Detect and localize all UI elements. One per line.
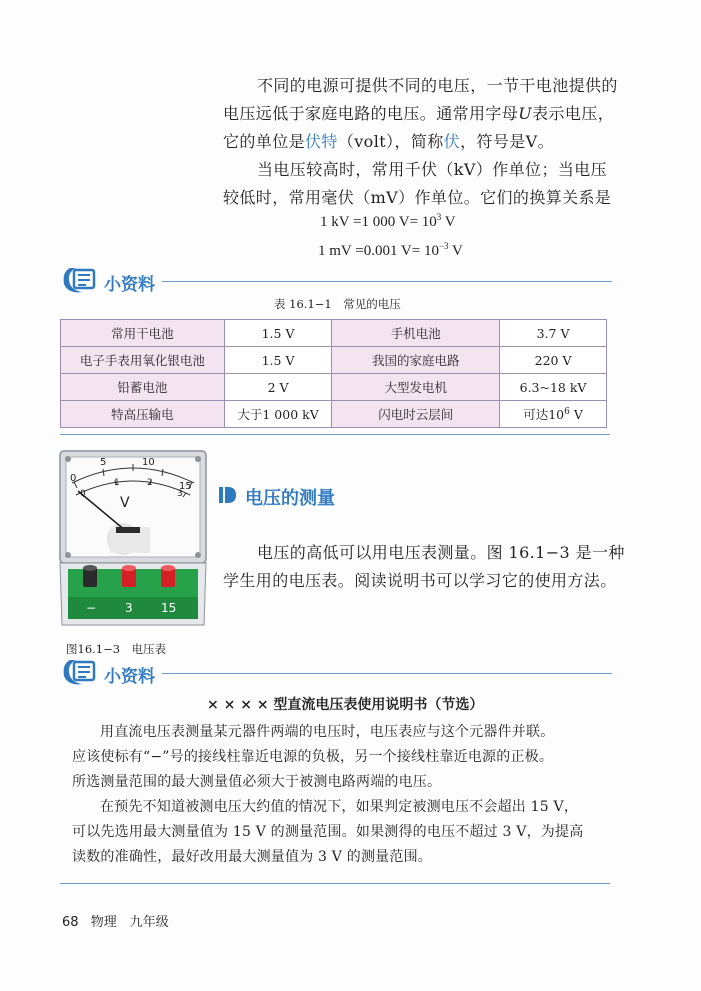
page-number: 68	[62, 915, 79, 930]
manual-line: 所选测量范围的最大测量值必须大于被测电路两端的电压。	[72, 774, 442, 790]
terminal-label-15: 15	[161, 601, 177, 615]
book-icon	[60, 264, 102, 296]
scale-bottom-label: 2	[147, 478, 153, 488]
table-cell: 电子手表用氧化银电池	[61, 347, 225, 374]
formula-unit: V	[448, 243, 463, 259]
scale-top-label: 10	[142, 457, 155, 468]
manual-line: 应该使标有“−”号的接线柱靠近电源的负极，另一个接线柱靠近电源的正极。	[72, 749, 554, 765]
manual-line: 在预先不知道被测电压大约值的情况下，如果判定被测电压不会超出 15 V，	[100, 799, 579, 815]
book-label: 物理 九年级	[90, 915, 169, 930]
meter-symbol: V	[120, 495, 130, 511]
scale-top-label: 5	[100, 457, 107, 468]
book-icon	[60, 656, 102, 688]
note-title: 小资料	[104, 275, 155, 295]
intro-line-3	[223, 128, 623, 156]
manual-line: 读数的准确性，最好改用最大测量值为 3 V 的测量范围。	[72, 849, 432, 865]
note-rule	[162, 673, 612, 674]
table-cell: 6.3~18 kV	[500, 374, 607, 401]
table-row	[61, 374, 607, 401]
note-title: 小资料	[104, 667, 155, 687]
note-rule	[60, 883, 610, 884]
table-cell: 大型发电机	[332, 374, 500, 401]
intro-text: （volt），简称	[337, 132, 444, 151]
manual-line: 用直流电压表测量某元器件两端的电压时，电压表应与这个元器件并联。	[100, 724, 555, 740]
section-paragraph	[223, 539, 643, 595]
voltage-table	[60, 319, 607, 428]
intro-line-4: 当电压较高时，常用千伏（kV）作单位；当电压	[257, 160, 608, 179]
figure-caption: 图16.1−3 电压表	[66, 642, 167, 656]
table-cell: 常用干电池	[61, 320, 225, 347]
intro-paragraph	[223, 72, 623, 212]
note-rule	[60, 434, 610, 435]
intro-text: 表示电压，	[532, 104, 615, 123]
table-cell: 闪电时云层间	[332, 401, 500, 428]
section-marker-icon	[219, 486, 237, 504]
scale-bottom-label: 0	[80, 489, 86, 499]
table-cell: 3.7 V	[500, 320, 607, 347]
manual-line: 可以先选用最大测量值为 15 V 的测量范围。如果测得的电压不超过 3 V，为提高	[72, 824, 584, 840]
formula-mv	[318, 243, 463, 260]
table-cell: 我国的家庭电路	[332, 347, 500, 374]
scale-bottom-label: 1	[114, 478, 120, 488]
section-line-2: 学生用的电压表。阅读说明书可以学习它的使用方法。	[223, 571, 617, 590]
intro-text: ，符号是V。	[460, 132, 555, 151]
table-cell: 220 V	[500, 347, 607, 374]
page-footer	[62, 911, 169, 930]
table-caption: 表 16.1−1 常见的电压	[274, 297, 401, 311]
terminal-negative	[83, 565, 97, 587]
table-cell: 1.5 V	[224, 320, 332, 347]
table-row	[61, 320, 607, 347]
note-rule	[162, 281, 612, 282]
intro-text: 电压远低于家庭电路的电压。通常用字母	[223, 104, 519, 123]
scale-bottom-label: 3	[177, 489, 183, 499]
table-cell: 特高压输电	[61, 401, 225, 428]
intro-line-2	[223, 100, 623, 128]
table-cell: 铅蓄电池	[61, 374, 225, 401]
table-row	[61, 347, 607, 374]
terminal-3v	[122, 565, 136, 587]
section-title: 电压的测量	[245, 488, 335, 509]
term-volt: 伏特	[305, 132, 338, 151]
scale-top-zero: 0	[70, 473, 77, 484]
formula-kv	[320, 214, 456, 231]
intro-line-1: 不同的电源可提供不同的电压，一节干电池提供的	[257, 76, 618, 95]
scale-top-label: 15	[179, 481, 192, 492]
table-cell: 2 V	[224, 374, 332, 401]
terminal-label-negative: −	[86, 601, 97, 615]
formula-unit: V	[441, 214, 456, 230]
intro-text: 它的单位是	[223, 132, 306, 151]
manual-body	[72, 720, 632, 870]
table-cell: 大于1 000 kV	[224, 401, 332, 428]
terminal-label-3: 3	[125, 601, 133, 615]
terminal-15v	[161, 565, 175, 587]
table-row	[61, 401, 607, 428]
manual-title: × × × × 型直流电压表使用说明书（节选）	[207, 697, 484, 713]
voltmeter-illustration	[58, 449, 208, 634]
term-volt-short: 伏	[443, 132, 461, 151]
formula-text: 1 kV =1 000 V= 10	[320, 214, 437, 230]
table-cell: 1.5 V	[224, 347, 332, 374]
table-cell: 可达$10^6$ V	[500, 401, 607, 428]
voltage-symbol: U	[518, 104, 533, 123]
formula-text: 1 mV =0.001 V= 10	[318, 243, 439, 259]
formula-exponent: 3	[436, 212, 442, 222]
section-line-1: 电压的高低可以用电压表测量。图 16.1−3 是一种	[257, 543, 625, 562]
table-cell: 手机电池	[332, 320, 500, 347]
formula-exponent: −3	[438, 241, 449, 251]
intro-line-5: 较低时，常用毫伏（mV）作单位。它们的换算关系是	[223, 188, 612, 207]
